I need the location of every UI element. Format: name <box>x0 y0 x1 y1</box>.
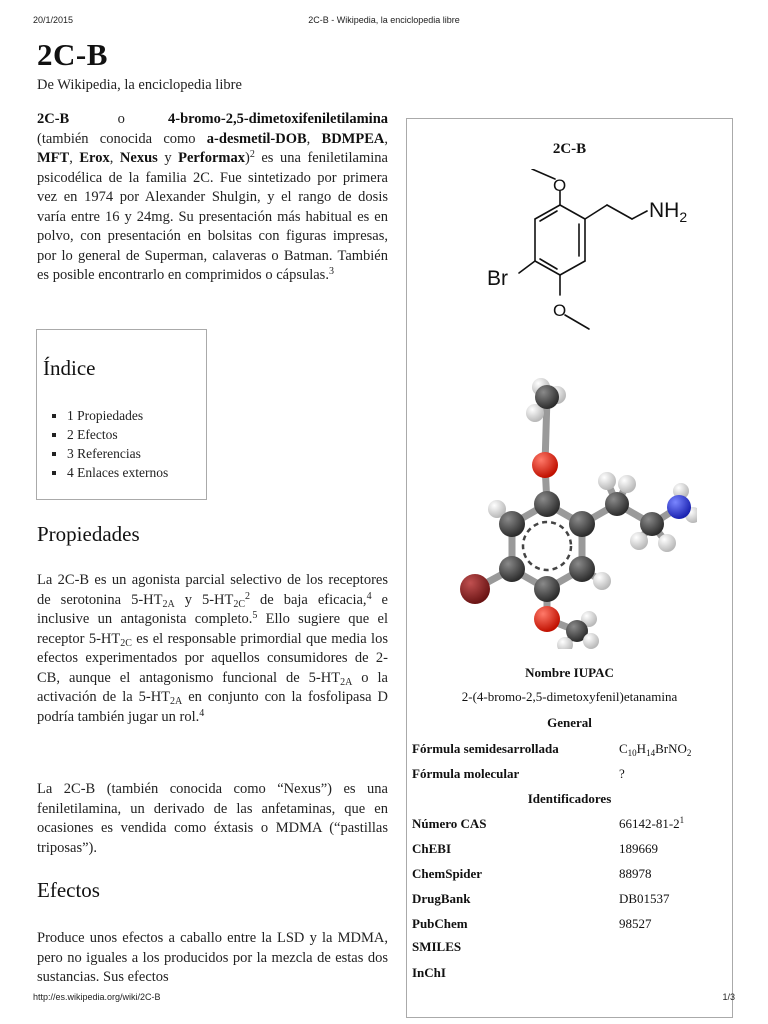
cas-number[interactable]: 66142-81-2 <box>619 816 680 831</box>
carbon-atom <box>534 491 560 517</box>
intro-aka-5: Nexus <box>119 150 158 166</box>
text-run: en conjunto con la fosfolipasa D podría también jugar un rol. <box>37 689 389 725</box>
iupac-name: 2-(4-bromo-2,5-dimetoxyfenil)etanamina <box>461 689 678 704</box>
intro-name: 2C-B <box>37 111 70 127</box>
subscript: 2A <box>162 598 175 610</box>
structural-formula-image <box>437 169 707 359</box>
identifier-label: SMILES <box>412 939 462 954</box>
subscript: 2A <box>340 676 353 688</box>
intro-chemname: 4-bromo-2,5-dimetoxifeniletilamina <box>167 111 389 127</box>
print-url: http://es.wikipedia.org/wiki/2C-B <box>33 992 161 1002</box>
table-of-contents <box>36 329 207 500</box>
hydrogen-atom <box>618 475 636 493</box>
carbon-atom <box>499 511 525 537</box>
subscript: 2C <box>120 637 132 649</box>
oxygen-label-top: O <box>553 176 567 195</box>
hydrogen-atom <box>598 472 616 490</box>
hydrogen-atom <box>630 532 648 550</box>
identifier-value[interactable]: 98527 <box>619 916 652 931</box>
text-run: de baja eficacia, <box>250 591 367 608</box>
oxygen-atom <box>532 452 558 478</box>
formula-part: 14 <box>646 748 656 758</box>
identifier-label: ChemSpider <box>412 866 483 881</box>
bromo-label: Br <box>487 267 508 290</box>
oxygen-label-bottom: O <box>553 301 567 320</box>
text-run: La 2C-B es un agonista parcial selectivo de los receptores de serotonina 5-HT <box>37 572 388 608</box>
toc-item-referencias[interactable]: 3 Referencias <box>67 444 168 463</box>
molecular-formula-label: Fórmula molecular <box>412 766 520 781</box>
ref-link-5[interactable]: 5 <box>252 610 258 621</box>
intro-aka-3: MFT <box>37 150 70 166</box>
text-run: es el responsable primordial que media los efectos experimentados por aquellos consumidores de 2-CB, aunque el antagonismo funcional de 5-HT <box>37 630 388 686</box>
identifier-label: DrugBank <box>412 891 471 906</box>
intro-paragraph: 2C-B o 4-bromo-2,5-dimetoxifeniletilamina (también conocida como a-desmetil-DOB, BDMPEA, MFT, Erox, Nexus y Performax)$^2$ es una feniletilamina psicodélica de la familia 2C. Fue sintetizado por primera vez en 1974 por Alexander Shulgin, y el rango de dosis varía entre 16 y 24mg. Su presentación más habitual es en polvo, con presentación en bolsitas con figuras impresas, por lo general de Superman, calaveras o Batman. También es posible encontrarlo en comprimidos o cápsulas.$^3$ <box>37 111 389 283</box>
text-run: o la activación de la 5-HT <box>37 669 388 705</box>
semi-formula-value <box>619 741 691 757</box>
identifier-value[interactable]: DB01537 <box>619 891 670 906</box>
identifier-label: Número CAS <box>412 816 487 831</box>
hydrogen-atom <box>658 534 676 552</box>
bromine-atom <box>460 574 490 604</box>
oxygen-atom <box>534 606 560 632</box>
efectos-paragraph-1: Produce unos efectos a caballo entre la LSD y la MDMA, pero no iguales a los producidos por la mezcla de estas dos sustancias. Sus efectos <box>37 930 388 985</box>
subscript: 2A <box>170 696 183 707</box>
toc-item-enlaces-externos[interactable]: 4 Enlaces externos <box>67 465 169 480</box>
text-run: e inclusive un antagonista completo. <box>37 591 388 627</box>
intro-rest: es una feniletilamina psicodélica de la familia 2C. Fue sintetizado por primera vez en 1974 por Alexander Shulgin, y el rango de dosis varía entre 16 y 24mg. Su presentación más habitual es en polvo, con presentación en bolsitas con figuras impresas, por lo general de Superman, calaveras o Batman. También es posible encontrarlo en comprimidos o cápsulas. <box>37 150 388 283</box>
nitrogen-atom <box>667 495 691 519</box>
carbon-atom <box>640 512 664 536</box>
carbon-atom <box>534 576 560 602</box>
identifier-label: InChI <box>412 965 446 980</box>
formula-part: 2 <box>686 748 692 758</box>
ref-link-4[interactable]: 4 <box>199 707 205 719</box>
intro-aka-6: Performax <box>178 150 245 166</box>
hydrogen-atom <box>583 633 599 649</box>
carbon-atom <box>535 385 559 409</box>
subscript: 2C <box>233 598 246 610</box>
formula-part: BrNO <box>655 741 687 756</box>
intro-aka-open: (también conocida como <box>37 130 196 147</box>
molecular-formula-value: ? <box>619 766 625 781</box>
identifier-value[interactable] <box>619 816 684 832</box>
intro-aka-4: Erox <box>79 150 110 166</box>
intro-aka-2: BDMPEA <box>321 130 385 147</box>
section-heading-propiedades: Propiedades <box>37 522 140 546</box>
semi-formula-label: Fórmula semidesarrollada <box>412 741 559 756</box>
intro-aka-1: a-desmetil-DOB <box>206 130 307 147</box>
print-date: 20/1/2015 <box>33 15 74 25</box>
formula-part: 10 <box>627 748 637 758</box>
text-run: Ello sugiere que el receptor 5-HT <box>37 611 389 647</box>
carbon-atom <box>499 556 525 582</box>
intro-o: o <box>117 111 125 127</box>
toc-item-propiedades[interactable]: 1 Propiedades <box>67 406 168 425</box>
carbon-atom <box>569 556 595 582</box>
ref-link-2[interactable]: 2 <box>249 149 255 160</box>
iupac-header: Nombre IUPAC <box>525 665 614 680</box>
infobox-title: 2C-B <box>552 141 587 157</box>
identifiers-header: Identificadores <box>527 791 612 806</box>
general-header: General <box>547 715 592 730</box>
ref-link-4[interactable]: 4 <box>366 590 372 602</box>
toc-list <box>67 406 168 482</box>
infobox <box>406 118 733 1018</box>
identifier-label: PubChem <box>412 916 468 931</box>
propiedades-paragraph-2: La 2C-B (también conocida como “Nexus”) es una feniletilamina, un derivado de las anfetaminas, que en ocasiones es vendida como éxtasis o MDMA (“pastillas triposas”). <box>37 781 388 856</box>
identifier-label: ChEBI <box>412 841 452 856</box>
hydrogen-atom <box>593 572 611 590</box>
identifier-value[interactable]: 88978 <box>619 866 652 881</box>
propiedades-paragraph-1 <box>37 571 388 727</box>
ref-link-1[interactable]: 1 <box>679 815 685 825</box>
print-page-number: 1/3 <box>722 992 735 1002</box>
text-run: y 5-HT <box>174 591 234 608</box>
identifier-value[interactable]: 189669 <box>619 841 658 856</box>
formula-part: C <box>619 741 628 756</box>
page-subtitle: De Wikipedia, la enciclopedia libre <box>37 77 242 93</box>
formula-part: H <box>636 741 647 756</box>
print-page-title: 2C-B - Wikipedia, la enciclopedia libre <box>308 15 460 25</box>
toc-title: Índice <box>43 356 96 380</box>
ball-and-stick-model-image <box>457 369 697 649</box>
intro-y: y <box>164 150 172 166</box>
amine-label: $NH_2$ <box>649 199 688 225</box>
carbon-atom <box>569 511 595 537</box>
carbon-atom <box>605 492 629 516</box>
page-title: 2C-B <box>37 37 108 72</box>
ref-link-3[interactable]: 3 <box>328 266 334 277</box>
ref-link-2[interactable]: 2 <box>245 590 251 602</box>
section-heading-efectos: Efectos <box>37 878 100 902</box>
toc-item-efectos[interactable]: 2 Efectos <box>67 425 168 444</box>
